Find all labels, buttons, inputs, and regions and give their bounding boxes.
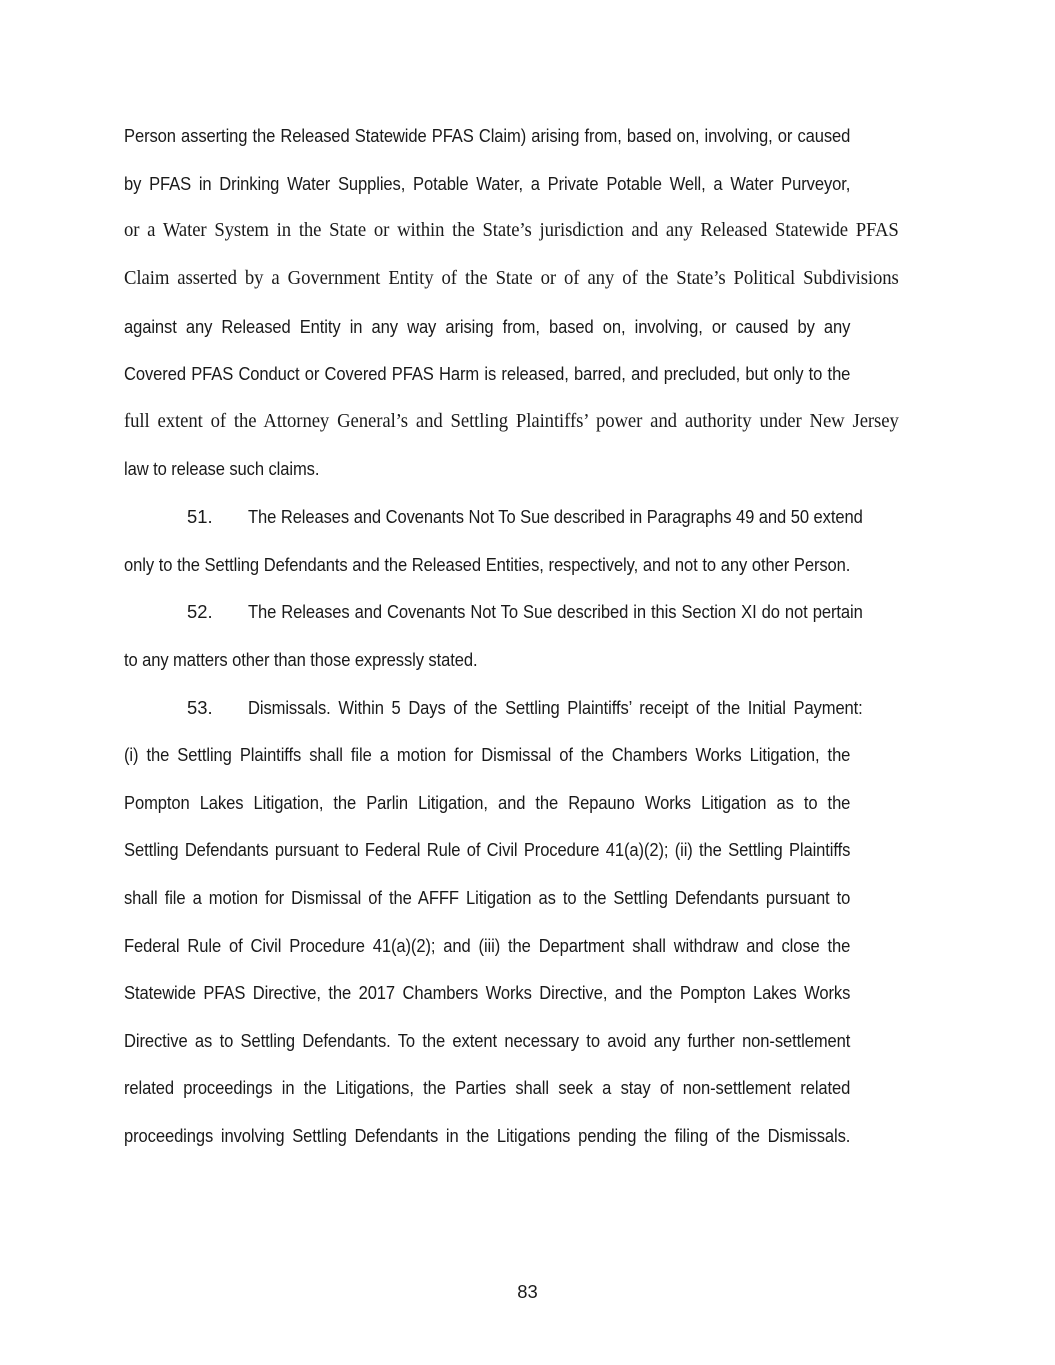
paragraph-number: 53.	[187, 697, 213, 718]
text-line: Federal Rule of Civil Procedure 41(a)(2); and (iii) the Department shall withdraw and close the	[124, 935, 851, 956]
text-line: Statewide PFAS Directive, the 2017 Chambers Works Directive, and the Pompton Lakes Works	[124, 982, 851, 1003]
text-line: Covered PFAS Conduct or Covered PFAS Harm is released, barred, and precluded, but only to the	[124, 363, 851, 384]
paragraph-number: 52.	[187, 601, 213, 622]
text-line: related proceedings in the Litigations, the Parties shall seek a stay of non-settlement related	[124, 1077, 851, 1098]
paragraph-number: 51.	[187, 506, 213, 527]
text-line: Dismissals. Within 5 Days of the Settling Plaintiffs’ receipt of the Initial Payment:	[248, 697, 863, 718]
text-line: Claim asserted by a Government Entity of the State or of any of the State’s Political Subdivisions	[124, 268, 899, 289]
text-line: to any matters other than those expressly stated.	[124, 649, 478, 670]
text-line: Pompton Lakes Litigation, the Parlin Litigation, and the Repauno Works Litigation as to the	[124, 792, 851, 813]
text-line: law to release such claims.	[124, 458, 320, 479]
page-number: 83	[517, 1281, 538, 1302]
text-line: shall file a motion for Dismissal of the AFFF Litigation as to the Settling Defendants pursuant to	[124, 887, 851, 908]
text-line: proceedings involving Settling Defendants in the Litigations pending the filing of the Dismissals.	[124, 1125, 851, 1146]
text-line: against any Released Entity in any way arising from, based on, involving, or caused by any	[124, 316, 851, 337]
text-line: or a Water System in the State or within the State’s jurisdiction and any Released Statewide PFAS	[124, 220, 899, 241]
text-line: (i) the Settling Plaintiffs shall file a motion for Dismissal of the Chambers Works Litigation, the	[124, 744, 851, 765]
text-line: full extent of the Attorney General’s and Settling Plaintiffs’ power and authority under New Jersey	[124, 411, 899, 432]
text-line: The Releases and Covenants Not To Sue described in Paragraphs 49 and 50 extend	[248, 506, 863, 527]
text-line: The Releases and Covenants Not To Sue described in this Section XI do not pertain	[248, 601, 863, 622]
text-line: by PFAS in Drinking Water Supplies, Potable Water, a Private Potable Well, a Water Purveyor,	[124, 173, 851, 194]
text-line: Settling Defendants pursuant to Federal Rule of Civil Procedure 41(a)(2); (ii) the Settling Plaintiffs	[124, 839, 851, 860]
text-line: Person asserting the Released Statewide PFAS Claim) arising from, based on, involving, or caused	[124, 125, 851, 146]
text-line: Directive as to Settling Defendants. To the extent necessary to avoid any further non-settlement	[124, 1030, 851, 1051]
text-line: only to the Settling Defendants and the Released Entities, respectively, and not to any other Person.	[124, 554, 851, 575]
